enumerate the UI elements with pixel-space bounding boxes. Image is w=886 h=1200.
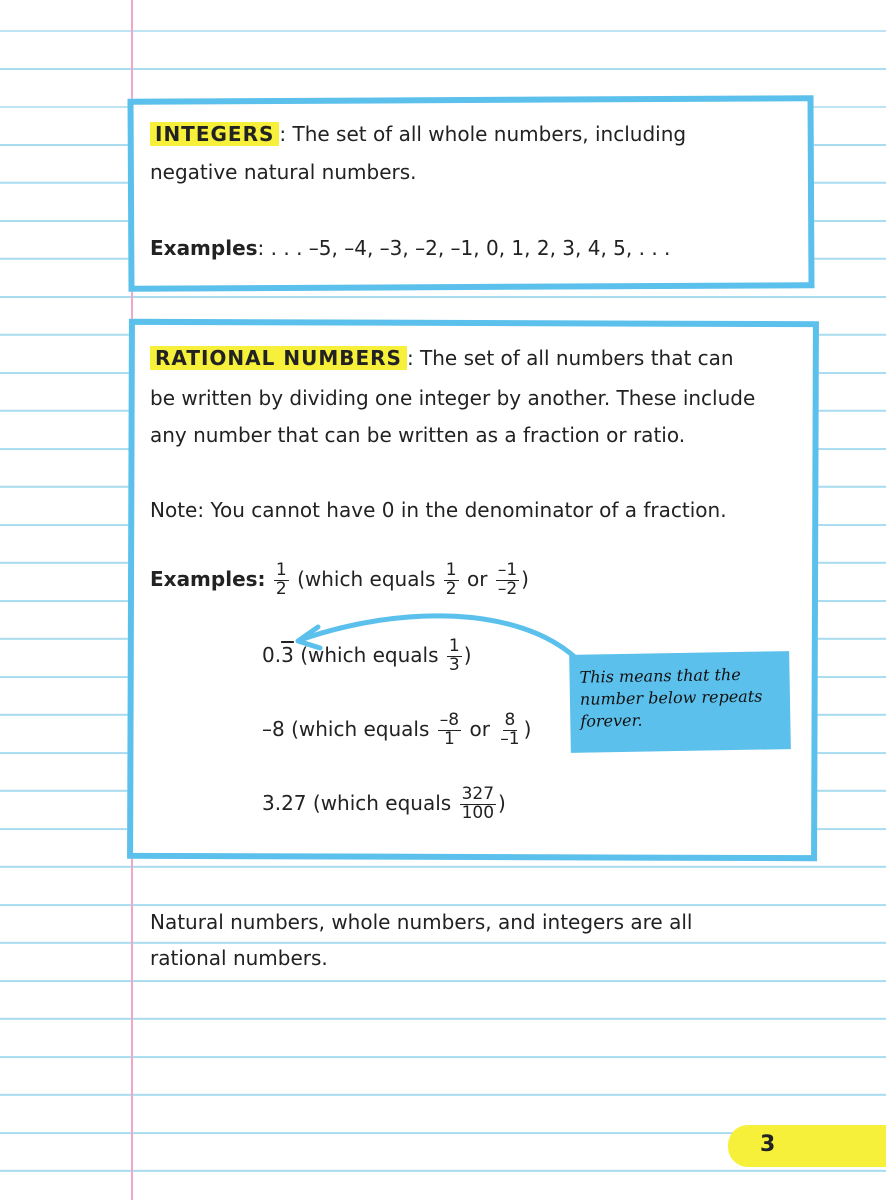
- fraction: $\frac{1}{2}$: [275, 560, 287, 599]
- integers-term-highlight: INTEGERS: [150, 122, 279, 146]
- rational-definition-text: : The set of all numbers that can: [406, 346, 734, 370]
- summary-line-1: Natural numbers, whole numbers, and integers are all: [150, 910, 693, 934]
- fraction: $\frac{-8}{1}$: [439, 710, 460, 749]
- rational-term-highlight: RATIONAL NUMBERS: [150, 346, 407, 370]
- page-number-highlight: [728, 1125, 886, 1167]
- rational-definition-line-3: any number that can be written as a fraction or ratio.: [150, 423, 686, 447]
- callout-line-1: This means that the: [579, 664, 741, 687]
- integers-definition-line-2: negative natural numbers.: [150, 160, 417, 184]
- rational-example-2: 0.3 (which equals $\frac{1}{3}$ ): [262, 636, 472, 675]
- rational-example-3: –8 (which equals $\frac{-8}{1}$ or $\frac{8}{-1}$ ): [262, 710, 532, 749]
- fraction: $\frac{8}{-1}$: [500, 710, 520, 749]
- rational-example-4: 3.27 (which equals $\frac{327}{100}$ ): [262, 784, 506, 823]
- callout-line-2: number below repeats: [579, 686, 763, 709]
- rational-note: Note: You cannot have 0 in the denominator of a fraction.: [150, 498, 727, 522]
- repeating-digit: 3: [281, 642, 294, 667]
- rational-definition-line-2: be written by dividing one integer by another. These include: [150, 386, 756, 410]
- rational-examples-label: Examples: [150, 566, 258, 591]
- integers-definition-text: : The set of all whole numbers, including: [279, 122, 687, 146]
- integers-examples-label: Examples: [150, 236, 258, 260]
- repeating-decimal-callout: [569, 651, 791, 753]
- fraction: $\frac{1}{3}$: [448, 636, 460, 675]
- fraction: $\frac{-1}{-2}$: [497, 560, 518, 599]
- summary-line-2: rational numbers.: [150, 946, 328, 970]
- page-number: 3: [760, 1132, 776, 1157]
- fraction: $\frac{1}{2}$: [445, 560, 457, 599]
- fraction: $\frac{327}{100}$: [461, 784, 495, 823]
- callout-line-3: forever.: [580, 710, 643, 731]
- integers-examples-list: : . . . –5, –4, –3, –2, –1, 0, 1, 2, 3, 4, 5, . . .: [257, 236, 671, 260]
- rational-example-1: Examples: $\frac{1}{2}$ (which equals $\frac{1}{2}$ or $\frac{-1}{-2}$ ): [150, 560, 529, 599]
